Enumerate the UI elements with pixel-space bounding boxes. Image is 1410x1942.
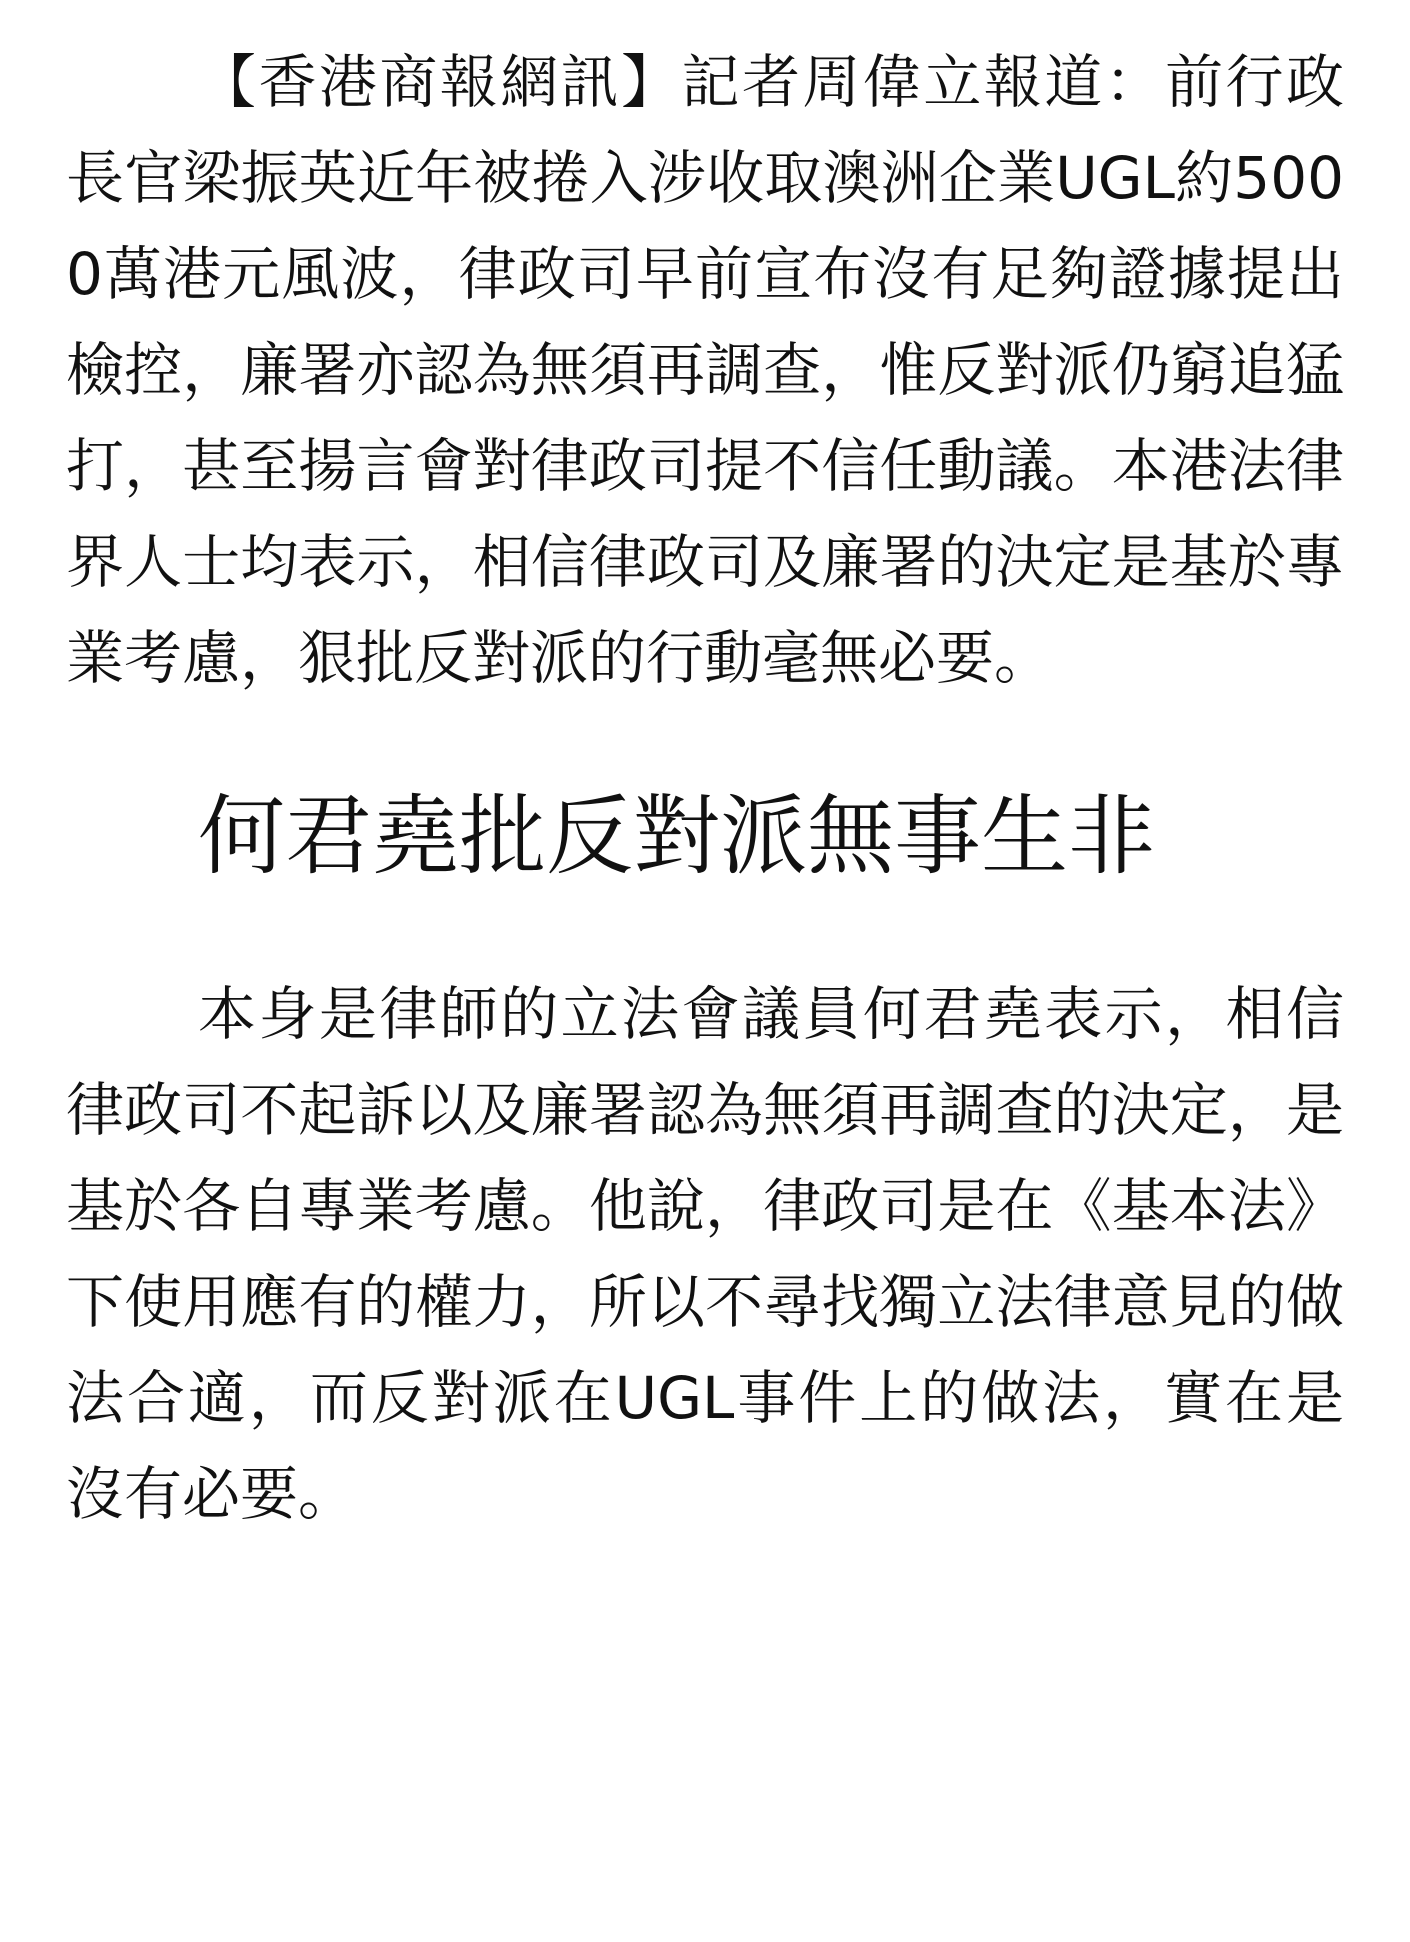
article-paragraph-quote: 本身是律師的立法會議員何君堯表示，相信律政司不起訴以及廉署認為無須再調查的決定，是基於各自專業考慮。他說，律政司是在《基本法》下使用應有的權力，所以不尋找獨立法律意見的做法合適，而反對派在UGL事件上的做法，實在是沒有必要。 bbox=[66, 980, 1344, 1528]
article-subheading: 何君堯批反對派無事生非 bbox=[198, 785, 1155, 887]
article-body bbox=[66, 0, 1344, 1542]
article-paragraph-intro: 【香港商報網訊】記者周偉立報道：前行政長官梁振英近年被捲入涉收取澳洲企業UGL約5000萬港元風波，律政司早前宣布沒有足夠證據提出檢控，廉署亦認為無須再調查，惟反對派仍窮追猛打，甚至揚言會對律政司提不信任動議。本港法律界人士均表示，相信律政司及廉署的決定是基於專業考慮，狠批反對派的行動毫無必要。 bbox=[66, 48, 1344, 692]
